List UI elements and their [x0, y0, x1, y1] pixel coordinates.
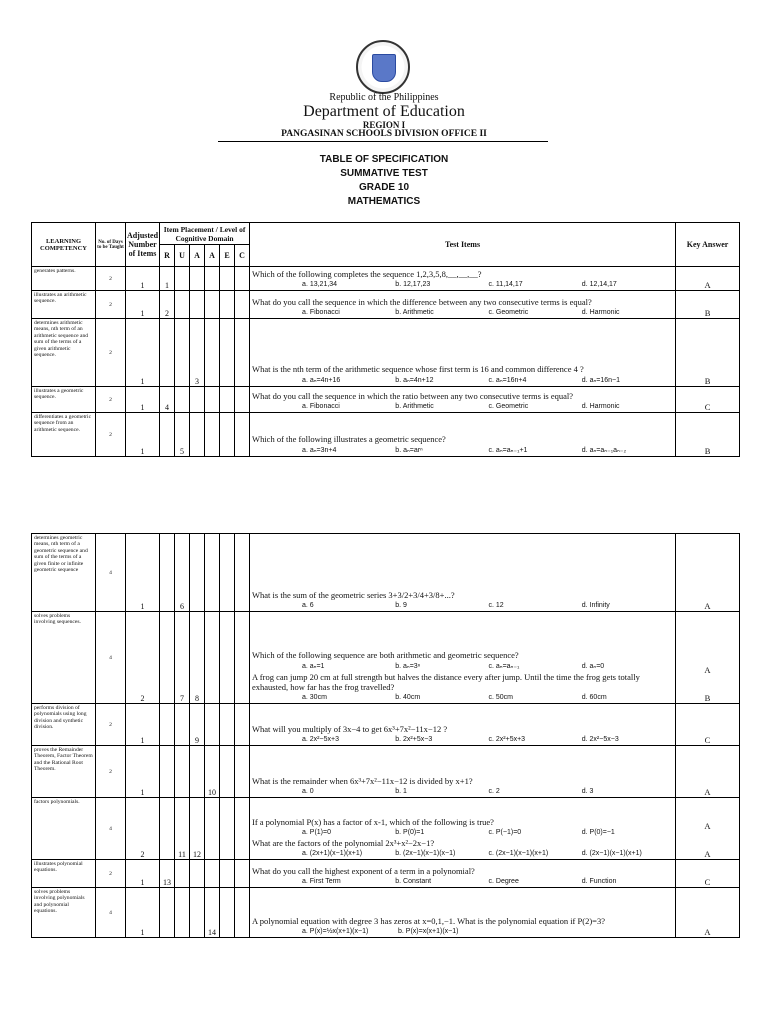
col-test-items: Test Items: [250, 223, 676, 267]
level-r-cell: [160, 534, 175, 612]
items-cell: 1: [126, 888, 160, 938]
level-a1-cell: [190, 534, 205, 612]
items-cell: 2: [126, 612, 160, 704]
answer-option: a. 13,21,34: [302, 281, 338, 288]
competency-cell: solves problems involving polynomials and polynomial equations.: [32, 888, 96, 938]
answer-option: d. Harmonic: [581, 309, 620, 316]
question-text: A polynomial equation with degree 3 has zeros at x=0,1,−1. What is the polynomial equation if P(2)=3?: [252, 916, 605, 926]
answer-option: a. 0: [302, 788, 314, 795]
level-e-cell: [220, 798, 235, 860]
level-c-cell: [235, 267, 250, 291]
level-u-cell: [175, 319, 190, 387]
answer-option: d. aₙ=aₙ₋₁aₙ₋₂: [581, 447, 627, 454]
level-a2: A: [205, 245, 220, 267]
answer-option: b. aₙ=arⁿ: [395, 447, 423, 454]
doc-title-2: SUMMATIVE TEST: [340, 168, 428, 179]
key-answer-cell: C: [676, 860, 740, 888]
answer-options: [252, 927, 675, 937]
days-cell: 2: [96, 319, 126, 387]
answer-options: [252, 375, 675, 386]
answer-option: a. aₙ=4n+16: [302, 377, 341, 384]
answer-option: d. P(0)=−1: [581, 829, 615, 836]
items-cell: 1: [126, 704, 160, 746]
level-u-cell: 6: [175, 534, 190, 612]
key-answer: A: [704, 849, 711, 859]
level-a2-cell: 14: [205, 888, 220, 938]
test-item-cell: [250, 534, 676, 612]
test-item-cell: [250, 798, 676, 860]
level-a1-cell: 9: [190, 704, 205, 746]
level-u-cell: [175, 387, 190, 413]
competency-cell: differentiates a geometric sequence from an arithmetic sequence.: [32, 413, 96, 457]
level-e-cell: [220, 387, 235, 413]
level-e-cell: [220, 267, 235, 291]
items-cell: 1: [126, 387, 160, 413]
competency-cell: generates patterns.: [32, 267, 96, 291]
key-answer-cell: A: [676, 267, 740, 291]
level-e-cell: [220, 534, 235, 612]
answer-option: b. Arithmetic: [395, 403, 434, 410]
level-c-cell: [235, 860, 250, 888]
level-r-cell: 2: [160, 291, 175, 319]
test-item-cell: [250, 413, 676, 457]
level-u-cell: [175, 704, 190, 746]
level-a1-cell: [190, 860, 205, 888]
answer-option: a. 6: [302, 602, 314, 609]
level-a2-cell: [205, 387, 220, 413]
items-cell: 1: [126, 267, 160, 291]
level-a2-cell: [205, 413, 220, 457]
items-cell: 1: [126, 860, 160, 888]
answer-option: b. 1: [395, 788, 407, 795]
answer-options: [252, 308, 675, 318]
col-days: No. of Days to be Taught: [96, 223, 126, 267]
level-a2-cell: [205, 319, 220, 387]
table-row: [32, 267, 740, 291]
level-c-cell: [235, 319, 250, 387]
answer-option: c. aₙ=16n+4: [488, 377, 527, 384]
level-c-cell: [235, 704, 250, 746]
level-c-cell: [235, 888, 250, 938]
level-a1-cell: 3: [190, 319, 205, 387]
level-u-cell: 5: [175, 413, 190, 457]
key-answer-cell: A: [676, 534, 740, 612]
competency-cell: illustrates polynomial equations.: [32, 860, 96, 888]
level-r-cell: 13: [160, 860, 175, 888]
deped-seal: [356, 40, 410, 94]
level-u-cell: 11: [175, 798, 190, 860]
header-divider: [218, 141, 548, 142]
items-cell: 1: [126, 746, 160, 798]
level-r: R: [160, 245, 175, 267]
test-item-cell: [250, 612, 676, 704]
level-c-cell: [235, 746, 250, 798]
test-item-cell: [250, 704, 676, 746]
key-answer: B: [704, 693, 711, 703]
question-text: What do you call the sequence in which the difference between any two consecutive terms is equal?: [252, 297, 592, 307]
answer-options: [252, 693, 675, 703]
level-a1: A: [190, 245, 205, 267]
table-row: [32, 860, 740, 888]
answer-option: b. 2x²+5x−3: [395, 736, 433, 743]
answer-option: a. Fibonacci: [302, 309, 340, 316]
answer-option: b. 9: [395, 602, 407, 609]
items-cell: 1: [126, 413, 160, 457]
question-text: If a polynomial P(x) has a factor of x-1, which of the following is true?: [252, 817, 494, 827]
key-answer-cell: B: [676, 291, 740, 319]
test-item-cell: [250, 888, 676, 938]
level-e-cell: [220, 319, 235, 387]
republic-label: Republic of the Philippines: [329, 92, 439, 103]
col-adjusted: Adjusted Number of Items: [126, 223, 160, 267]
table-row: [32, 534, 740, 612]
answer-option: d. 12,14,17: [581, 281, 617, 288]
answer-option: d. 3: [581, 788, 594, 795]
days-cell: 2: [96, 267, 126, 291]
tos-table-page2: [31, 533, 740, 938]
answer-option: c. Geometric: [488, 403, 529, 410]
competency-cell: illustrates a geometric sequence.: [32, 387, 96, 413]
items-cell: 1: [126, 534, 160, 612]
answer-option: d. Infinity: [581, 602, 610, 609]
test-item-cell: [250, 746, 676, 798]
question-text: What do you call the highest exponent of a term in a polynomial?: [252, 866, 475, 876]
answer-option: a. First Term: [302, 878, 341, 885]
key-answer-cell: [676, 798, 740, 860]
key-answer-cell: A: [676, 746, 740, 798]
answer-option: a. aₙ=1: [302, 663, 325, 670]
level-e-cell: [220, 746, 235, 798]
question-text: A frog can jump 20 cm at full strength but halves the distance every after jump. Until the time the frog gets totally exhausted, how far has the frog travelled?: [252, 672, 640, 692]
answer-option: b. Constant: [395, 878, 432, 885]
answer-option: b. Arithmetic: [395, 309, 434, 316]
table-row: [32, 387, 740, 413]
answer-option: a. (2x+1)(x−1)(x+1): [302, 850, 363, 857]
days-cell: 4: [96, 612, 126, 704]
answer-options: [252, 402, 675, 412]
test-item-cell: [250, 267, 676, 291]
question-text: Which of the following illustrates a geometric sequence?: [252, 434, 446, 444]
question-text: What is the nth term of the arithmetic sequence whose first term is 16 and common difference 4 ?: [252, 364, 584, 374]
answer-option: d. 2x²−5x−3: [581, 736, 619, 743]
items-cell: 1: [126, 319, 160, 387]
level-e-cell: [220, 413, 235, 457]
answer-option: c. 2x²+5x+3: [488, 736, 526, 743]
answer-options: [252, 877, 675, 887]
table-row: [32, 746, 740, 798]
answer-options: [252, 661, 675, 672]
table-row: [32, 291, 740, 319]
level-r-cell: [160, 888, 175, 938]
days-cell: 2: [96, 413, 126, 457]
level-a2-cell: [205, 291, 220, 319]
answer-option: b. P(x)=x(x+1)(x−1): [398, 928, 459, 935]
answer-option: a. P(x)=½x(x+1)(x−1): [302, 928, 369, 935]
answer-options: [252, 445, 675, 456]
competency-cell: factors polynomials.: [32, 798, 96, 860]
answer-option: c. (2x−1)(x−1)(x+1): [488, 850, 549, 857]
key-answer-cell: B: [676, 413, 740, 457]
level-r-cell: [160, 413, 175, 457]
level-r-cell: [160, 798, 175, 860]
competency-cell: performs division of polynomials using long division and synthetic division.: [32, 704, 96, 746]
answer-option: b. P(0)=1: [395, 829, 425, 836]
level-r-cell: 1: [160, 267, 175, 291]
test-item-cell: [250, 860, 676, 888]
answer-option: d. Function: [581, 878, 617, 885]
key-answer: A: [704, 665, 711, 675]
level-a1-cell: [190, 291, 205, 319]
level-a2-cell: [205, 534, 220, 612]
question-text: What is the remainder when 6x³+7x²−11x−12 is divided by x+1?: [252, 776, 473, 786]
answer-option: d. aₙ=16n−1: [581, 377, 621, 384]
level-u-cell: [175, 267, 190, 291]
level-e-cell: [220, 612, 235, 704]
days-cell: 4: [96, 888, 126, 938]
col-placement: Item Placement / Level of Cognitive Domain: [160, 223, 250, 245]
level-u-cell: [175, 860, 190, 888]
answer-options: [252, 735, 675, 745]
doc-title-3: GRADE 10: [358, 182, 409, 193]
level-u-cell: [175, 888, 190, 938]
level-c-cell: [235, 798, 250, 860]
table-row: [32, 888, 740, 938]
items-cell: 1: [126, 291, 160, 319]
answer-option: b. aₙ=3ⁿ: [395, 663, 421, 670]
level-r-cell: [160, 612, 175, 704]
test-item-cell: [250, 291, 676, 319]
level-e-cell: [220, 704, 235, 746]
competency-cell: determines arithmetic means, nth term of an arithmetic sequence and sum of the terms of a given arithmetic sequence.: [32, 319, 96, 387]
answer-option: a. P(1)=0: [302, 829, 331, 836]
days-cell: 2: [96, 704, 126, 746]
doc-title-4: MATHEMATICS: [347, 196, 421, 207]
level-c-cell: [235, 413, 250, 457]
department-title: Department of Education: [303, 103, 465, 120]
level-a2-cell: [205, 798, 220, 860]
table-row: [32, 413, 740, 457]
answer-option: c. Geometric: [488, 309, 529, 316]
col-competency: LEARNING COMPETENCY: [32, 223, 96, 267]
key-answer-cell: B: [676, 319, 740, 387]
days-cell: 2: [96, 746, 126, 798]
level-u-cell: [175, 291, 190, 319]
answer-option: c. 2: [488, 788, 500, 795]
answer-options: [252, 828, 675, 838]
days-cell: 4: [96, 534, 126, 612]
col-key: Key Answer: [676, 223, 740, 267]
level-e-cell: [220, 291, 235, 319]
answer-option: b. 40cm: [395, 694, 421, 701]
competency-cell: illustrates an arithmetic sequence.: [32, 291, 96, 319]
key-answer-cell: A: [676, 888, 740, 938]
level-u-cell: [175, 746, 190, 798]
level-r-cell: [160, 704, 175, 746]
answer-option: a. 2x²−5x+3: [302, 736, 339, 743]
level-e-cell: [220, 888, 235, 938]
level-c-cell: [235, 534, 250, 612]
test-item-cell: [250, 387, 676, 413]
key-answer-cell: C: [676, 387, 740, 413]
level-a2-cell: [205, 704, 220, 746]
tos-table-page1: [31, 222, 740, 457]
competency-cell: proves the Remainder Theorem, Factor Theorem and the Rational Root Theorem.: [32, 746, 96, 798]
days-cell: 2: [96, 291, 126, 319]
key-answer-cell: [676, 612, 740, 704]
level-a2-cell: 10: [205, 746, 220, 798]
answer-option: a. 30cm: [302, 694, 327, 701]
question-text: What is the sum of the geometric series 3+3/2+3/4+3/8+...?: [252, 590, 455, 600]
answer-option: c. 11,14,17: [488, 281, 523, 288]
answer-option: d. (2x−1)(x−1)(x+1): [581, 850, 642, 857]
answer-option: c. Degree: [488, 878, 519, 885]
level-u-cell: 7: [175, 612, 190, 704]
answer-option: d. Harmonic: [581, 403, 620, 410]
level-a1-cell: [190, 267, 205, 291]
question-text: What are the factors of the polynomial 2x³+x²−2x−1?: [252, 838, 435, 848]
answer-options: [252, 280, 675, 290]
level-a1-cell: [190, 387, 205, 413]
competency-cell: solves problems involving sequences.: [32, 612, 96, 704]
items-cell: 2: [126, 798, 160, 860]
level-c-cell: [235, 291, 250, 319]
table-row: [32, 319, 740, 387]
test-item-cell: [250, 319, 676, 387]
table-row: [32, 612, 740, 704]
competency-cell: determines geometric means, nth term of a geometric sequence and sum of the terms of a given finite or infinite geometric sequence: [32, 534, 96, 612]
question-text: Which of the following sequence are both arithmetic and geometric sequence?: [252, 650, 519, 660]
level-a2-cell: [205, 860, 220, 888]
level-e-cell: [220, 860, 235, 888]
answer-option: b. (2x−1)(x−1)(x−1): [395, 850, 456, 857]
level-a1-cell: [190, 746, 205, 798]
answer-options: [252, 849, 675, 859]
question-text: Which of the following completes the sequence 1,2,3,5,8,__,__,__?: [252, 269, 482, 279]
days-cell: 2: [96, 860, 126, 888]
doc-title-1: TABLE OF SPECIFICATION: [319, 154, 449, 165]
level-a1-cell: [190, 413, 205, 457]
answer-option: c. 50cm: [488, 694, 514, 701]
level-c-cell: [235, 387, 250, 413]
level-c-cell: [235, 612, 250, 704]
answer-option: a. Fibonacci: [302, 403, 340, 410]
answer-option: c. P(−1)=0: [488, 829, 522, 836]
answer-options: [252, 601, 675, 611]
level-c: C: [235, 245, 250, 267]
table-row: [32, 704, 740, 746]
level-a2-cell: [205, 267, 220, 291]
answer-option: c. aₙ=aₙ₋₁+1: [488, 447, 528, 454]
question-text: What will you multiply of 3x−4 to get 6x³+7x²−11x−12 ?: [252, 724, 448, 734]
question-text: What do you call the sequence in which the ratio between any two consecutive terms is equal?: [252, 391, 574, 401]
level-u: U: [175, 245, 190, 267]
key-answer: A: [704, 821, 711, 831]
answer-options: [252, 787, 675, 797]
level-a1-cell: 8: [190, 612, 205, 704]
days-cell: 2: [96, 387, 126, 413]
answer-option: a. aₙ=3n+4: [302, 447, 337, 454]
answer-option: c. aₙ=aₙ₋₁: [488, 663, 520, 670]
level-r-cell: [160, 746, 175, 798]
table-row: [32, 798, 740, 860]
division-label: PANGASINAN SCHOOLS DIVISION OFFICE II: [281, 129, 487, 139]
level-a1-cell: [190, 888, 205, 938]
answer-option: c. 12: [488, 602, 504, 609]
region-label: REGION I: [362, 120, 406, 130]
answer-option: b. 12,17,23: [395, 281, 431, 288]
level-a1-cell: 12: [190, 798, 205, 860]
level-e: E: [220, 245, 235, 267]
answer-option: d. 60cm: [581, 694, 607, 701]
answer-option: d. aₙ=0: [581, 663, 605, 670]
answer-option: b. aₙ=4n+12: [395, 377, 434, 384]
level-r-cell: 4: [160, 387, 175, 413]
level-a2-cell: [205, 612, 220, 704]
level-r-cell: [160, 319, 175, 387]
key-answer-cell: C: [676, 704, 740, 746]
days-cell: 4: [96, 798, 126, 860]
